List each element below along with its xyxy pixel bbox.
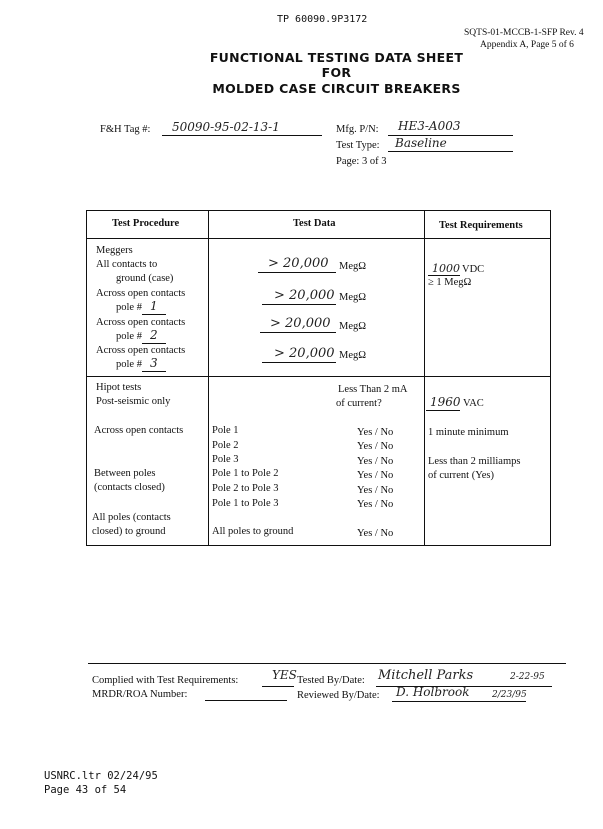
meggers-row4-b: pole #	[116, 359, 142, 370]
doc-id: SQTS-01-MCCB-1-SFP Rev. 4	[464, 28, 584, 38]
req-vdc-unit: VDC	[462, 264, 485, 275]
hipot-row-label: Pole 2	[212, 440, 239, 451]
title-line-3: MOLDED CASE CIRCUIT BREAKERS	[212, 81, 461, 96]
reviewed-signature: D. Holbrook	[396, 685, 470, 699]
hipot-row-answer: Yes / No	[357, 470, 394, 481]
meggers-row2-pole: 1	[150, 299, 158, 313]
megger-unit-1: MegΩ	[339, 261, 367, 272]
hipot-allpoles-b: closed) to ground	[92, 526, 166, 537]
hipot-row-label: Pole 3	[212, 454, 239, 465]
hipot-vac-unit: VAC	[463, 398, 484, 409]
test-type-label: Test Type:	[336, 140, 380, 151]
hipot-subtitle: Post-seismic only	[96, 396, 171, 407]
req-minute: 1 minute minimum	[428, 427, 509, 438]
hipot-row-answer: Yes / No	[357, 427, 394, 438]
megger-value-2: > 20,000	[274, 288, 335, 303]
megger-unit-2: MegΩ	[339, 292, 367, 303]
header-procedure: Test Procedure	[112, 218, 180, 229]
meggers-row2-b: pole #	[116, 302, 142, 313]
hipot-row-answer: Yes / No	[357, 485, 394, 496]
hipot-row-label: Pole 2 to Pole 3	[212, 483, 279, 494]
hipot-row-label: Pole 1	[212, 425, 239, 436]
megger-unit-4: MegΩ	[339, 350, 367, 361]
hipot-between-a: Between poles	[94, 468, 156, 479]
req-megohm: ≥ 1 MegΩ	[428, 277, 472, 288]
title-line-1: FUNCTIONAL TESTING DATA SHEET	[209, 50, 464, 65]
tested-signature: Mitchell Parks	[378, 668, 474, 683]
hipot-row-label: All poles to ground	[212, 526, 294, 537]
meggers-row3-pole: 2	[150, 328, 158, 342]
bottom-line-1: USNRC.ltr 02/24/95	[44, 770, 158, 782]
hipot-vac-value: 1960	[430, 395, 461, 409]
title-line-2: FOR	[321, 65, 352, 80]
hipot-row-answer: Yes / No	[357, 441, 394, 452]
header-data: Test Data	[293, 218, 336, 229]
reviewed-label: Reviewed By/Date:	[297, 690, 380, 701]
bottom-line-2: Page 43 of 54	[44, 784, 127, 796]
meggers-row1-a: All contacts to	[96, 259, 158, 270]
req-less-b: of current (Yes)	[428, 470, 494, 481]
megger-value-4: > 20,000	[274, 346, 335, 361]
mrdr-label: MRDR/ROA Number:	[92, 689, 188, 700]
req-vdc-value: 1000	[432, 262, 460, 275]
meggers-row3-b: pole #	[116, 331, 142, 342]
hipot-row-answer: Yes / No	[357, 499, 394, 510]
meggers-row1-b: ground (case)	[116, 273, 174, 284]
tag-value: 50090-95-02-13-1	[172, 120, 280, 134]
meggers-row2-a: Across open contacts	[96, 288, 186, 299]
tested-date: 2-22-95	[510, 672, 545, 682]
tested-label: Tested By/Date:	[297, 675, 365, 686]
test-type-value: Baseline	[395, 136, 447, 150]
meggers-row4-pole: 3	[150, 356, 158, 370]
header-requirements: Test Requirements	[439, 220, 523, 231]
megger-value-3: > 20,000	[270, 316, 331, 331]
top-stamp: TP 60090.9P3172	[277, 14, 368, 25]
appendix-ref: Appendix A, Page 5 of 6	[480, 40, 574, 50]
complied-label: Complied with Test Requirements:	[92, 675, 239, 686]
hipot-row-label: Pole 1 to Pole 3	[212, 498, 279, 509]
complied-value: YES	[272, 668, 297, 682]
hipot-title: Hipot tests	[96, 382, 142, 393]
meggers-row4-a: Across open contacts	[96, 345, 186, 356]
meggers-title: Meggers	[96, 245, 133, 256]
hipot-row-answer: Yes / No	[357, 528, 394, 539]
hipot-between-b: (contacts closed)	[94, 482, 165, 493]
megger-value-1: > 20,000	[268, 256, 329, 271]
mfg-label: Mfg. P/N:	[336, 124, 379, 135]
hipot-allpoles-a: All poles (contacts	[92, 512, 171, 523]
hipot-less-than-a: Less Than 2 mA	[338, 384, 408, 395]
tag-label: F&H Tag #:	[100, 124, 151, 135]
megger-unit-3: MegΩ	[339, 321, 367, 332]
reviewed-date: 2/23/95	[492, 690, 527, 700]
req-less-a: Less than 2 milliamps	[428, 456, 521, 467]
hipot-across-label: Across open contacts	[94, 425, 184, 436]
hipot-less-than-b: of current?	[336, 398, 382, 409]
meggers-row3-a: Across open contacts	[96, 317, 186, 328]
mfg-value: HE3-A003	[398, 119, 461, 133]
hipot-row-label: Pole 1 to Pole 2	[212, 468, 279, 479]
hipot-row-answer: Yes / No	[357, 456, 394, 467]
page-label: Page: 3 of 3	[336, 156, 387, 167]
